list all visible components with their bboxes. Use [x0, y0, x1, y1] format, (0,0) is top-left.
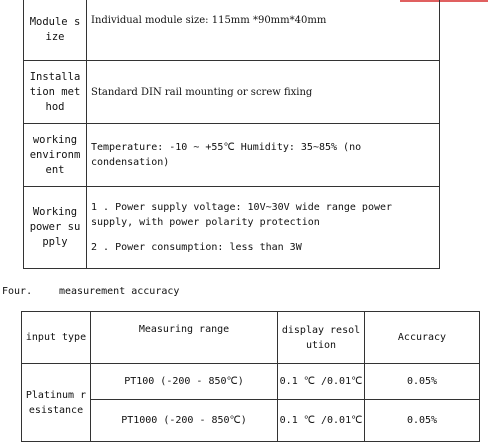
cell-accuracy-pt1000: 0.05% — [365, 400, 480, 442]
spec-value-power — [87, 187, 440, 269]
spec-value-environment: Temperature: -10 ~ +55℃ Humidity: 35~85% (no condensation) — [87, 124, 440, 187]
group-platinum-resistance — [22, 364, 91, 442]
spec-table — [23, 0, 440, 269]
spec-row-installation — [24, 61, 440, 124]
group-label: Platinum resistance — [25, 389, 87, 416]
header-display-resolution-text: display resolution — [281, 324, 361, 351]
section-title: measurement accuracy — [59, 286, 180, 297]
spec-value-module-size: Individual module size: 115mm *90mm*40mm — [87, 0, 440, 61]
cell-resolution-pt100: 0.1 ℃ /0.01℃ — [278, 364, 365, 400]
cell-resolution-pt1000: 0.1 ℃ /0.01℃ — [278, 400, 365, 442]
spec-row-power — [24, 187, 440, 269]
power-line-1: 1 . Power supply voltage: 10V~30V wide range power supply, with power polarity protection — [91, 202, 393, 228]
accuracy-table — [21, 311, 480, 442]
section-number: Four. — [2, 286, 33, 297]
spec-row-environment — [24, 124, 440, 187]
cell-range-pt1000: PT1000 (-200 - 850℃) — [91, 400, 278, 442]
header-measuring-range: Measuring range — [91, 312, 278, 364]
spec-value-installation: Standard DIN rail mounting or screw fixing — [87, 61, 440, 124]
accuracy-row-pt1000 — [22, 400, 480, 442]
header-display-resolution — [278, 312, 365, 364]
spec-label-module-size: Module size — [24, 0, 87, 61]
spec-label-installation: Installation method — [24, 61, 87, 124]
cell-accuracy-pt100: 0.05% — [365, 364, 480, 400]
spec-label-power: Working power supply — [24, 187, 87, 269]
header-accuracy: Accuracy — [365, 312, 480, 364]
spec-row-module-size — [24, 0, 440, 61]
cell-range-pt100: PT100 (-200 - 850℃) — [91, 364, 278, 400]
spec-label-environment: working environment — [24, 124, 87, 187]
accuracy-row-pt100 — [22, 364, 480, 400]
section-heading — [2, 286, 179, 297]
accuracy-header-row — [22, 312, 480, 364]
header-input-type: input type — [22, 312, 91, 364]
power-line-2: 2 . Power consumption: less than 3W — [91, 242, 302, 253]
